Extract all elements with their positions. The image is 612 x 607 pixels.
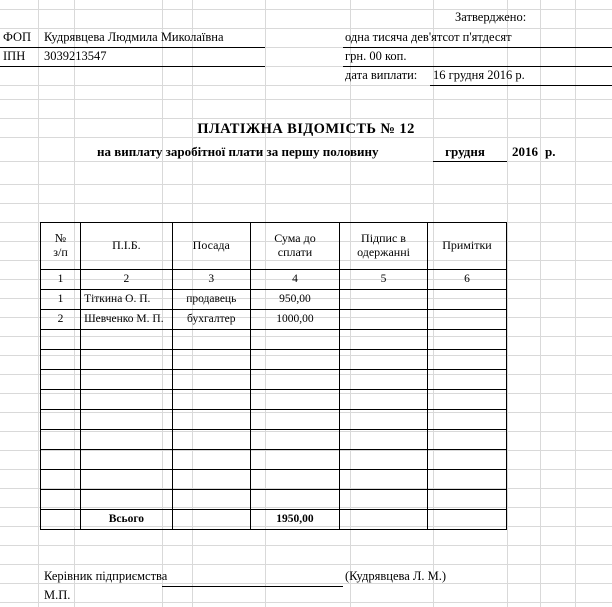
cell-signature[interactable] [340, 430, 428, 450]
cell-name[interactable] [81, 470, 173, 490]
grid-line-horizontal [0, 161, 612, 162]
table-row[interactable] [41, 290, 507, 310]
header-signature-line2: одержанні [357, 245, 410, 259]
grid-line-vertical [540, 0, 541, 607]
table-row[interactable] [41, 410, 507, 430]
cell-number[interactable] [41, 490, 81, 510]
grid-line-horizontal [0, 99, 612, 100]
payroll-table [40, 222, 507, 530]
table-header-row [41, 223, 507, 270]
cell-number[interactable] [41, 430, 81, 450]
cell-signature[interactable] [340, 450, 428, 470]
cell-number[interactable] [41, 450, 81, 470]
cell-signature[interactable] [340, 390, 428, 410]
ipn-underline [0, 66, 265, 67]
page-title: ПЛАТІЖНА ВІДОМІСТЬ № 12 [197, 121, 415, 137]
total-empty-cell [41, 510, 81, 530]
header-name-line1: П.І.Б. [112, 238, 141, 253]
cell-position[interactable]: продавець [172, 290, 250, 310]
cell-amount[interactable] [250, 410, 339, 430]
cell-name[interactable] [81, 330, 173, 350]
header-amount-line2: сплати [277, 245, 313, 259]
table-total-row [41, 510, 507, 530]
cell-signature[interactable] [340, 370, 428, 390]
cell-amount[interactable] [250, 430, 339, 450]
subtitle-month[interactable]: грудня [445, 144, 485, 159]
total-label: Всього [81, 510, 173, 530]
grid-line-vertical [507, 0, 508, 607]
cell-name[interactable]: Шевченко М. П. [81, 310, 173, 330]
table-row[interactable] [41, 470, 507, 490]
total-empty-cell [427, 510, 506, 530]
cell-position[interactable] [172, 430, 250, 450]
ipn-label: ІПН [3, 49, 26, 63]
column-number-row [41, 270, 507, 290]
grid-line-vertical [38, 0, 39, 607]
cell-number[interactable] [41, 370, 81, 390]
column-number: 6 [427, 270, 506, 290]
header-cell-signature [340, 223, 428, 270]
cell-amount[interactable] [250, 450, 339, 470]
table-row[interactable] [41, 310, 507, 330]
pay-date-label: дата виплати: [345, 68, 418, 82]
grid-line-horizontal [0, 602, 612, 603]
table-row[interactable] [41, 350, 507, 370]
director-label: Керівник підприємства [44, 569, 168, 583]
header-number-line2: з/п [53, 245, 68, 259]
header-position-line1: Посада [192, 238, 230, 253]
table-row[interactable] [41, 370, 507, 390]
cell-name[interactable] [81, 370, 173, 390]
total-amount: 1950,00 [250, 510, 339, 530]
pay-date-value[interactable]: 16 грудня 2016 р. [433, 68, 525, 82]
cell-amount[interactable]: 1000,00 [250, 310, 339, 330]
pay-date-underline [430, 85, 612, 86]
amount-words-underline [343, 47, 612, 48]
total-empty-cell [172, 510, 250, 530]
header-number-line1: № [54, 231, 67, 246]
cell-notes[interactable] [427, 290, 506, 310]
cell-signature[interactable] [340, 290, 428, 310]
cell-number[interactable] [41, 390, 81, 410]
cell-name[interactable]: Тіткина О. П. [81, 290, 173, 310]
cell-amount[interactable] [250, 390, 339, 410]
header-notes-line1: Примітки [442, 238, 492, 253]
column-number: 5 [340, 270, 428, 290]
grid-line-horizontal [0, 203, 612, 204]
cell-position[interactable] [172, 410, 250, 430]
cell-name[interactable] [81, 430, 173, 450]
cell-position[interactable]: бухгалтер [172, 310, 250, 330]
header-cell-amount [250, 223, 339, 270]
fop-underline [0, 47, 265, 48]
amount-in-words[interactable]: одна тисяча дев'ятсот п'ятдесят [345, 30, 512, 44]
amount-kop-underline [343, 66, 612, 67]
fop-value[interactable]: Кудрявцева Людмила Миколаївна [44, 30, 224, 44]
grid-line-horizontal [0, 184, 612, 185]
cell-amount[interactable] [250, 470, 339, 490]
cell-signature[interactable] [340, 490, 428, 510]
cell-position[interactable] [172, 370, 250, 390]
cell-amount[interactable] [250, 490, 339, 510]
column-number: 1 [41, 270, 81, 290]
cell-notes[interactable] [427, 330, 506, 350]
column-number: 2 [81, 270, 173, 290]
column-number: 4 [250, 270, 339, 290]
cell-signature[interactable] [340, 350, 428, 370]
approved-label: Затверджено: [455, 10, 527, 24]
cell-signature[interactable] [340, 310, 428, 330]
cell-number[interactable] [41, 330, 81, 350]
header-amount-line1: Сума до [274, 231, 316, 246]
cell-notes[interactable] [427, 310, 506, 330]
header-cell-name [81, 223, 173, 270]
cell-position[interactable] [172, 330, 250, 350]
cell-position[interactable] [172, 450, 250, 470]
cell-amount[interactable]: 950,00 [250, 290, 339, 310]
header-cell-position [172, 223, 250, 270]
table-row[interactable] [41, 390, 507, 410]
subtitle-text: на виплату заробітної плати за першу половину [97, 144, 379, 159]
cell-notes[interactable] [427, 370, 506, 390]
header-cell-notes [427, 223, 506, 270]
cell-position[interactable] [172, 390, 250, 410]
cell-amount[interactable] [250, 350, 339, 370]
column-number: 3 [172, 270, 250, 290]
subtitle-year-suffix: р. [545, 144, 556, 159]
cell-number[interactable]: 2 [41, 310, 81, 330]
cell-notes[interactable] [427, 410, 506, 430]
header-signature-line1: Підпис в [361, 231, 406, 246]
cell-notes[interactable] [427, 490, 506, 510]
subtitle-month-underline [433, 161, 507, 162]
director-name: (Кудрявцева Л. М.) [345, 569, 447, 583]
grid-line-vertical [575, 0, 576, 607]
cell-notes[interactable] [427, 470, 506, 490]
cell-name[interactable] [81, 490, 173, 510]
table-row[interactable] [41, 430, 507, 450]
grid-line-horizontal [0, 28, 612, 29]
grid-line-horizontal [0, 564, 612, 565]
cell-signature[interactable] [340, 330, 428, 350]
fop-label: ФОП [3, 30, 32, 44]
director-signature-line[interactable] [162, 586, 343, 587]
table-row[interactable] [41, 490, 507, 510]
cell-notes[interactable] [427, 390, 506, 410]
cell-number[interactable] [41, 350, 81, 370]
ipn-value[interactable]: 3039213547 [44, 49, 107, 63]
cell-number[interactable] [41, 470, 81, 490]
table-row[interactable] [41, 450, 507, 470]
subtitle-year[interactable]: 2016 [512, 144, 538, 159]
total-empty-cell [340, 510, 428, 530]
cell-notes[interactable] [427, 350, 506, 370]
cell-name[interactable] [81, 350, 173, 370]
amount-kopecks[interactable]: грн. 00 коп. [345, 49, 407, 63]
cell-number[interactable]: 1 [41, 290, 81, 310]
cell-name[interactable] [81, 410, 173, 430]
cell-signature[interactable] [340, 470, 428, 490]
cell-notes[interactable] [427, 430, 506, 450]
cell-notes[interactable] [427, 450, 506, 470]
cell-number[interactable] [41, 410, 81, 430]
grid-line-horizontal [0, 118, 612, 119]
cell-amount[interactable] [250, 330, 339, 350]
cell-position[interactable] [172, 490, 250, 510]
cell-name[interactable] [81, 390, 173, 410]
grid-line-horizontal [0, 545, 612, 546]
stamp-label: М.П. [44, 588, 71, 602]
table-row[interactable] [41, 330, 507, 350]
cell-position[interactable] [172, 470, 250, 490]
header-cell-number [41, 223, 81, 270]
cell-position[interactable] [172, 350, 250, 370]
cell-signature[interactable] [340, 410, 428, 430]
cell-name[interactable] [81, 450, 173, 470]
cell-amount[interactable] [250, 370, 339, 390]
